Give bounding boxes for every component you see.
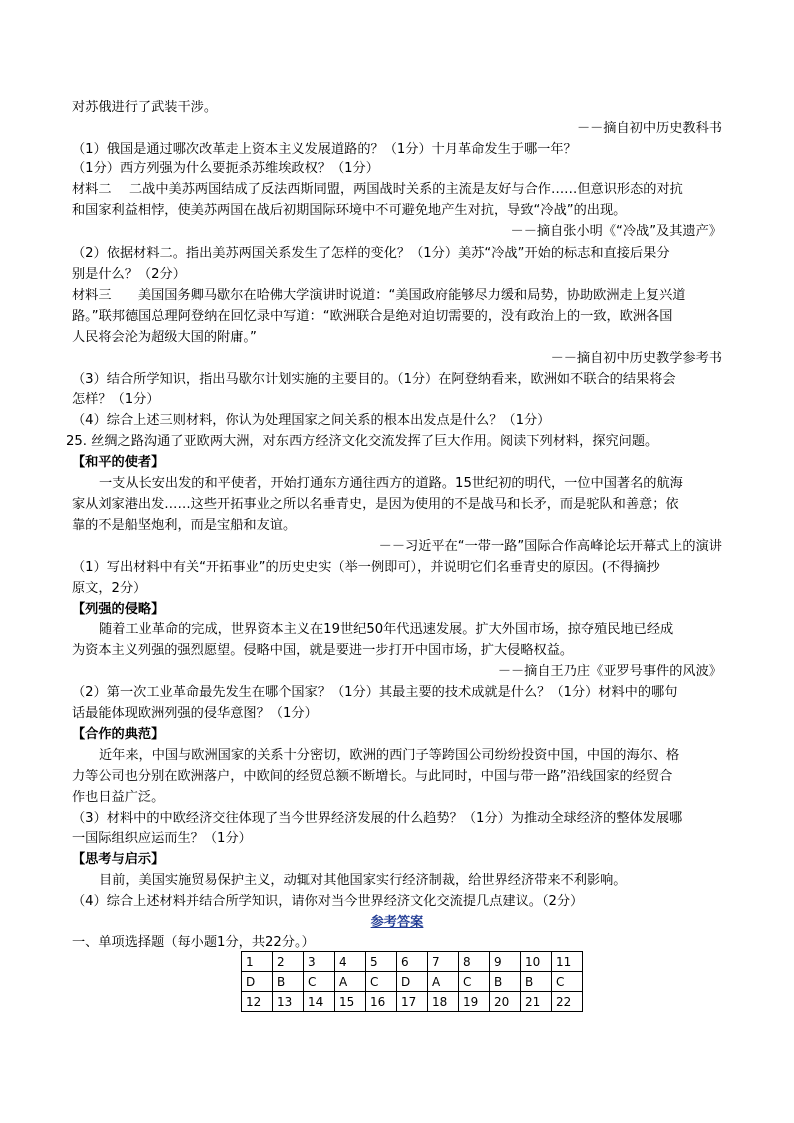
table-row [242,952,583,972]
material-text: 为资本主义列强的强烈愿望。侵略中国，就是要进一步打开中国市场，扩大侵略权益。 [72,643,574,658]
table-cell: 11 [552,952,583,972]
material-text: 力等公司也分别在欧洲落户，中欧间的经贸总额不断增长。与此同时，中国与带一路”沿线国家的经贸合 [72,769,673,784]
question-line: （4）综合上述材料并结合所学知识，请你对当今世界经济文化交流提几点建议。（2分） [72,894,584,909]
table-cell: A [335,972,366,992]
answer-section-heading: 一、单项选择题（每小题1分，共22分。） [72,935,315,950]
material-text: 和国家利益相悖，使美苏两国在战后初期国际环境中不可避免地产生对抗，导致“冷战”的出现。 [72,203,627,218]
question-line: （1分）西方列强为什么要扼杀苏维埃政权？（1分） [72,161,379,176]
material-text: 近年来，中国与欧洲国家的关系十分密切，欧洲的西门子等跨国公司纷纷投资中国，中国的海尔、格 [99,748,680,763]
material-text: 材料二 二战中美苏两国结成了反法西斯同盟，两国战时关系的主流是友好与合作……但意识形态的对抗 [72,182,683,197]
section-heading: 【列强的侵略】 [72,602,165,617]
source-citation: －－摘自初中历史教科书 [576,121,722,136]
table-cell: B [521,972,552,992]
table-cell: 10 [521,952,552,972]
section-heading: 【思考与启示】 [72,852,165,867]
table-cell: B [490,972,521,992]
table-cell: 13 [273,992,304,1012]
table-cell: C [552,972,583,992]
source-citation: －－摘自初中历史教学参考书 [550,351,722,366]
source-citation: －－摘自王乃庄《亚罗号事件的风波》 [497,664,722,679]
table-cell: 7 [428,952,459,972]
table-cell: C [459,972,490,992]
material-text: 一支从长安出发的和平使者，开始打通东方通往西方的道路。15世纪初的明代，一位中国著名的航海 [99,476,683,491]
text-line: 对苏俄进行了武装干涉。 [72,100,218,115]
material-text: 作也日益广泛。 [72,790,165,805]
table-cell: 5 [366,952,397,972]
table-cell: 9 [490,952,521,972]
table-cell: 8 [459,952,490,972]
question-line: 原文，2分） [72,581,147,596]
material-text: 材料三 美国国务卿马歇尔在哈佛大学演讲时说道：“美国政府能够尽力缓和局势，协助欧洲走上复兴道 [72,288,686,303]
question-line: （4）综合上述三则材料，你认为处理国家之间关系的根本出发点是什么？（1分） [72,413,551,428]
question-line: （2）依据材料二。指出美苏两国关系发生了怎样的变化？（1分）美苏“冷战”开始的标志和直接后果分 [72,246,670,261]
table-cell: 17 [397,992,428,1012]
source-citation: －－摘自张小明《“冷战”及其遗产》 [510,224,722,239]
source-citation: －－习近平在“一带一路”国际合作高峰论坛开幕式上的演讲 [378,539,722,554]
question-line: （3）结合所学知识，指出马歇尔计划实施的主要目的。（1分）在阿登纳看来，欧洲如不联合的结果将会 [72,372,676,387]
question-line: 别是什么？（2分） [72,267,186,282]
table-cell: D [242,972,273,992]
material-text: 随着工业革命的完成，世界资本主义在19世纪50年代迅速发展。扩大外国市场，掠夺殖民地已经成 [99,622,674,637]
table-cell: 18 [428,992,459,1012]
section-heading: 【和平的使者】 [72,455,165,470]
material-text: 靠的不是船坚炮利，而是宝船和友谊。 [72,518,297,533]
table-cell: 1 [242,952,273,972]
question-header: 25. 丝绸之路沟通了亚欧两大洲，对东西方经济文化交流发挥了巨大作用。阅读下列材料，探究问题。 [66,434,659,449]
answer-title: 参考答案 [370,915,424,930]
table-row [242,972,583,992]
answer-table [241,951,583,1012]
table-cell: 14 [304,992,335,1012]
material-text: 路。”联邦德国总理阿登纳在回忆录中写道：“欧洲联合是绝对迫切需要的，没有政治上的一致，欧洲各国 [72,309,673,324]
material-text: 家从刘家港出发……这些开拓事业之所以名垂青史，是因为使用的不是战马和长矛，而是驼队和善意；依 [72,497,679,512]
question-line: （1）俄国是通过哪次改革走上资本主义发展道路的？（1分）十月革命发生于哪一年？ [72,142,577,157]
table-cell: 21 [521,992,552,1012]
material-text: 人民将会沦为超级大国的附庸。” [72,330,257,345]
table-cell: 20 [490,992,521,1012]
question-line: 怎样？（1分） [72,392,160,407]
section-heading: 【合作的典范】 [72,727,165,742]
table-cell: 16 [366,992,397,1012]
question-line: 一国际组织应运而生？（1分） [72,831,252,846]
table-row [242,992,583,1012]
table-cell: A [428,972,459,992]
table-cell: 3 [304,952,335,972]
table-cell: D [397,972,428,992]
table-cell: 12 [242,992,273,1012]
table-cell: C [366,972,397,992]
table-cell: 4 [335,952,366,972]
table-cell: B [273,972,304,992]
material-text: 目前，美国实施贸易保护主义，动辄对其他国家实行经济制裁，给世界经济带来不利影响。 [99,873,627,888]
table-cell: C [304,972,335,992]
question-line: （1）写出材料中有关“开拓事业”的历史史实（举一例即可），并说明它们名垂青史的原因。(不得摘抄 [72,560,660,575]
table-cell: 22 [552,992,583,1012]
table-cell: 2 [273,952,304,972]
table-cell: 19 [459,992,490,1012]
table-cell: 15 [335,992,366,1012]
question-line: 话最能体现欧洲列强的侵华意图？（1分） [72,706,318,721]
table-cell: 6 [397,952,428,972]
question-line: （2）第一次工业革命最先发生在哪个国家？（1分）其最主要的技术成就是什么？（1分）材料中的哪句 [72,685,678,700]
question-line: （3）材料中的中欧经济交往体现了当今世界经济发展的什么趋势？（1分）为推动全球经济的整体发展哪 [72,811,683,826]
